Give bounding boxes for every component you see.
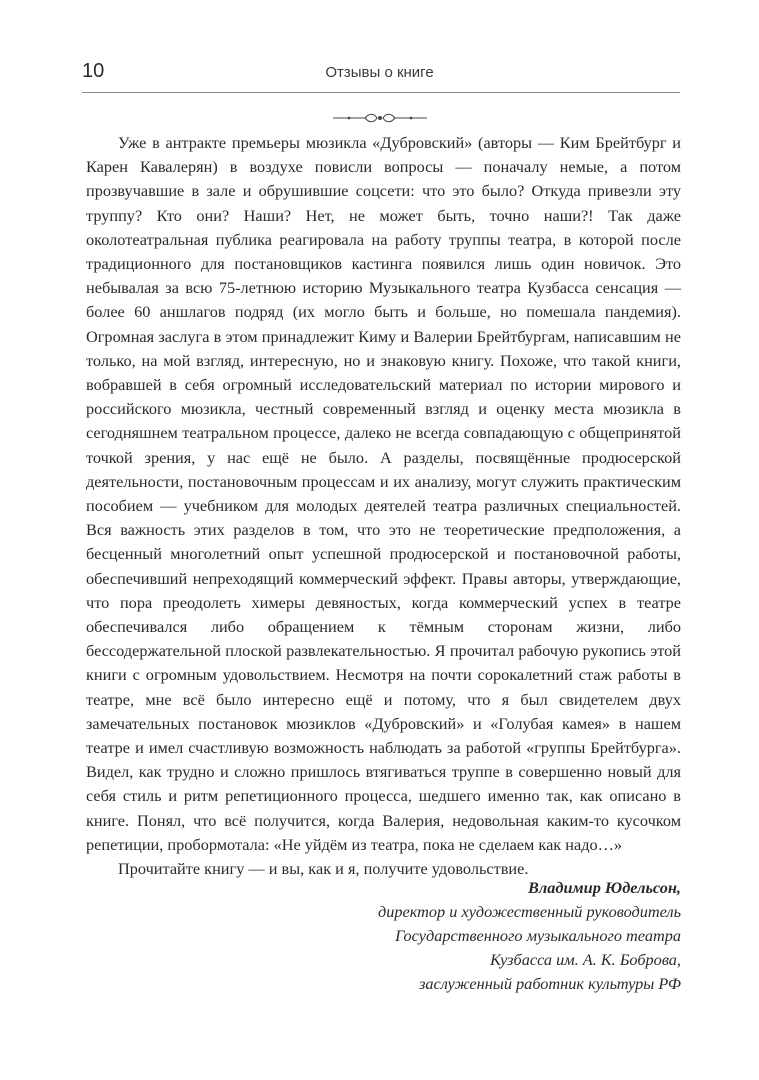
running-head: Отзывы о книге bbox=[325, 64, 434, 81]
author-title-line: директор и художественный руководитель bbox=[378, 902, 681, 921]
author-title-line: Кузбасса им. А. К. Боброва, bbox=[490, 950, 681, 969]
author-name: Владимир Юдельсон, bbox=[528, 878, 681, 897]
review-body bbox=[86, 131, 681, 881]
review-paragraph: Уже в антракте премьеры мюзикла «Дубровский» (авторы — Ким Брейтбург и Карен Кавалерян) в воздухе повисли вопросы — поначалу немые, а потом прозвучавшие в зале и обрушившие соцсети: что это было? Откуда привезли эту труппу? Кто они? Наши? Нет, не может быть, точно наши?! Так даже околотеатральная публика реагировала на работу труппы театра, в которой после традиционного для постановщиков кастинга появился лишь один новичок. Это небывалая за всю 75-летнюю историю Музыкального театра Кузбасса сенсация — более 60 аншлагов подряд (их могло быть и больше, но помешала пандемия). Огромная заслуга в этом принадлежит Киму и Валерии Брейтбургам, написавшим не только, на мой взгляд, интересную, но и знаковую книгу. Похоже, что такой книги, вобравшей в себя огромный исследовательский материал по истории мирового и российского мюзикла, честный современный взгляд и оценку места мюзикла в сегодняшнем театральном процессе, далеко не всегда совпадающую с общепринятой точкой зрения, у нас ещё не было. А разделы, посвящённые продюсерской деятельности, постановочным процессам и их анализу, могут служить практическим пособием — учебником для молодых деятелей театра различных специальностей. Вся важность этих разделов в том, что это не теоретические предположения, а бесценный многолетний опыт успешной продюсерской и постановочной работы, обеспечивший непреходящий коммерческий эффект. Правы авторы, утверждающие, что пора преодолеть химеры девяностых, когда коммерческий успех в театре обеспечивался либо обращением к тёмным сторонам жизни, либо бессодержательной плоской развлекательностью. Я прочитал рабочую рукопись этой книги с огромным удовольствием. Несмотря на почти сорокалетний стаж работы в театре, мне всё было интересно ещё и потому, что я был свидетелем двух замечательных постановок мюзиклов «Дубровский» и «Голубая камея» в нашем театре и имел счастливую возможность наблюдать за работой «группы Брейтбурга». Видел, как трудно и сложно пришлось втягиваться труппе в совершенно новый для себя стиль и ритм репетиционного процесса, шедшего именно так, как описано в книге. Понял, что всё получится, когда Валерия, недовольная каким-то кусочком репетиции, пробормотала: «Не уйдём из театра, пока не сделаем как надо…» bbox=[86, 133, 681, 854]
ornament-divider-icon bbox=[331, 110, 429, 126]
author-title-line: Государственного музыкального театра bbox=[395, 926, 681, 945]
author-title-line: заслуженный работник культуры РФ bbox=[419, 974, 681, 993]
review-paragraph: Прочитайте книгу — и вы, как и я, получите удовольствие. bbox=[118, 859, 529, 879]
header-divider bbox=[82, 92, 680, 93]
page-number: 10 bbox=[82, 60, 105, 82]
signature-block bbox=[230, 876, 681, 996]
